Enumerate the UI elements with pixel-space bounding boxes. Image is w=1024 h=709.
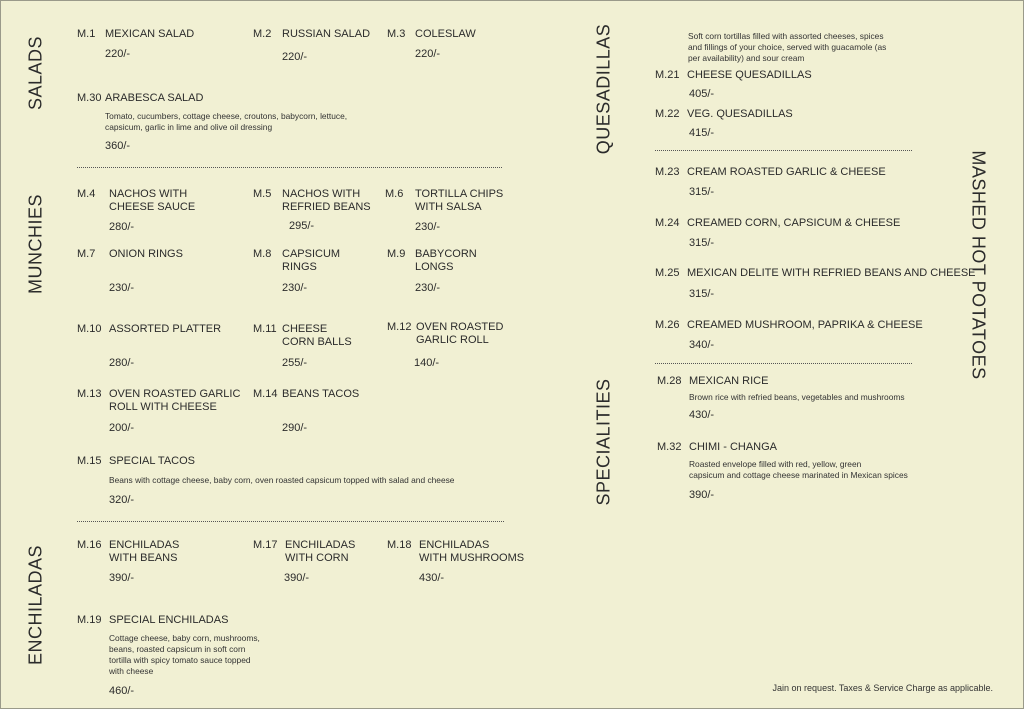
item-code: M.3 — [387, 28, 406, 40]
item-code: M.18 — [387, 539, 412, 551]
item-name: ARABESCA SALAD — [105, 92, 204, 104]
item-name: BABYCORN LONGS — [415, 248, 477, 273]
item-code: M.32 — [657, 441, 682, 453]
item-price: 315/- — [689, 288, 715, 300]
item-price: 230/- — [415, 282, 441, 294]
item-price: 255/- — [282, 357, 308, 369]
item-name: MEXICAN RICE — [689, 375, 769, 387]
item-code: M.30 — [77, 92, 102, 104]
item-description: Brown rice with refried beans, vegetables and mushrooms — [689, 392, 905, 402]
divider — [655, 363, 912, 364]
item-name: NACHOS WITH REFRIED BEANS — [282, 188, 371, 213]
item-price: 140/- — [414, 357, 440, 369]
item-code: M.17 — [253, 539, 278, 551]
item-price: 390/- — [284, 572, 310, 584]
item-code: M.28 — [657, 375, 682, 387]
item-name: ONION RINGS — [109, 248, 183, 260]
item-code: M.2 — [253, 28, 272, 40]
item-price: 230/- — [282, 282, 308, 294]
item-price: 230/- — [109, 282, 135, 294]
item-name: CAPSICUM RINGS — [282, 248, 341, 273]
divider — [77, 167, 502, 168]
item-code: M.13 — [77, 388, 102, 400]
item-code: M.10 — [77, 323, 102, 335]
item-price: 415/- — [689, 127, 715, 139]
item-name: MEXICAN SALAD — [105, 28, 195, 40]
item-price: 220/- — [105, 48, 131, 60]
item-name: ASSORTED PLATTER — [109, 323, 222, 335]
item-code: M.19 — [77, 614, 102, 626]
item-price: 280/- — [109, 357, 135, 369]
item-name: OVEN ROASTED GARLIC ROLL — [416, 321, 504, 346]
section-description: Soft corn tortillas filled with assorted cheeses, spices and fillings of your choice, served with guacamole (as per availability) and sour cream — [688, 31, 887, 63]
item-name: OVEN ROASTED GARLIC ROLL WITH CHEESE — [109, 388, 241, 413]
item-price: 315/- — [689, 237, 715, 249]
section-title-mashed-hot-potatoes: MASHED HOT POTATOES — [968, 150, 989, 380]
section-title-enchiladas: ENCHILADAS — [25, 544, 46, 666]
item-price: 390/- — [109, 572, 135, 584]
item-description: Roasted envelope filled with red, yellow, green capsicum and cottage cheese marinated in Mexican spices — [689, 459, 908, 480]
item-price: 315/- — [689, 186, 715, 198]
item-price: 430/- — [689, 409, 715, 421]
item-code: M.11 — [253, 323, 277, 335]
item-name: CHIMI - CHANGA — [689, 441, 777, 453]
item-price: 220/- — [282, 51, 308, 63]
item-price: 290/- — [282, 422, 308, 434]
item-code: M.6 — [385, 188, 404, 200]
divider — [77, 521, 504, 522]
item-name: ENCHILADAS WITH BEANS — [109, 539, 180, 564]
item-name: BEANS TACOS — [282, 388, 360, 400]
item-description: Tomato, cucumbers, cottage cheese, croutons, babycorn, lettuce, capsicum, garlic in lime and olive oil dressing — [105, 111, 348, 132]
item-price: 220/- — [415, 48, 441, 60]
item-name: CHEESE QUESADILLAS — [687, 69, 812, 81]
item-code: M.14 — [253, 388, 278, 400]
item-name: CHEESE CORN BALLS — [282, 323, 352, 348]
item-code: M.12 — [387, 321, 412, 333]
item-name: CREAM ROASTED GARLIC & CHEESE — [687, 166, 886, 178]
item-code: M.16 — [77, 539, 102, 551]
item-price: 230/- — [415, 221, 441, 233]
item-name: SPECIAL ENCHILADAS — [109, 614, 229, 626]
item-price: 430/- — [419, 572, 445, 584]
item-price: 320/- — [109, 494, 135, 506]
item-code: M.9 — [387, 248, 406, 260]
item-price: 460/- — [109, 685, 135, 697]
item-code: M.23 — [655, 166, 680, 178]
item-price: 390/- — [689, 489, 715, 501]
item-name: CREAMED CORN, CAPSICUM & CHEESE — [687, 217, 901, 229]
item-code: M.25 — [655, 267, 680, 279]
item-name: RUSSIAN SALAD — [282, 28, 371, 40]
item-name: ENCHILADAS WITH MUSHROOMS — [419, 539, 525, 564]
item-price: 405/- — [689, 88, 715, 100]
divider — [655, 150, 912, 151]
item-code: M.21 — [655, 69, 680, 81]
item-code: M.7 — [77, 248, 96, 260]
item-name: CREAMED MUSHROOM, PAPRIKA & CHEESE — [687, 319, 923, 331]
item-code: M.8 — [253, 248, 272, 260]
item-name: NACHOS WITH CHEESE SAUCE — [109, 188, 196, 213]
item-code: M.1 — [77, 28, 96, 40]
item-name: MEXICAN DELITE WITH REFRIED BEANS AND CHEESE — [687, 267, 976, 279]
item-price: 295/- — [289, 220, 315, 232]
item-code: M.15 — [77, 455, 102, 467]
item-price: 340/- — [689, 339, 715, 351]
item-name: TORTILLA CHIPS WITH SALSA — [415, 188, 504, 213]
section-title-munchies: MUNCHIES — [25, 193, 46, 295]
item-name: VEG. QUESADILLAS — [687, 108, 793, 120]
item-code: M.26 — [655, 319, 680, 331]
item-code: M.5 — [253, 188, 272, 200]
item-description: Beans with cottage cheese, baby corn, oven roasted capsicum topped with salad and cheese — [109, 475, 455, 485]
item-description: Cottage cheese, baby corn, mushrooms, beans, roasted capsicum in soft corn tortilla with spicy tomato sauce topped with cheese — [109, 633, 260, 676]
item-price: 280/- — [109, 221, 135, 233]
item-name: SPECIAL TACOS — [109, 455, 195, 467]
item-name: COLESLAW — [415, 28, 476, 40]
item-name: ENCHILADAS WITH CORN — [285, 539, 356, 564]
item-code: M.24 — [655, 217, 680, 229]
item-price: 200/- — [109, 422, 135, 434]
item-code: M.4 — [77, 188, 96, 200]
footer-note: Jain on request. Taxes & Service Charge as applicable. — [772, 683, 993, 693]
item-code: M.22 — [655, 108, 680, 120]
section-title-specialities: SPECIALITIES — [593, 378, 614, 506]
section-title-quesadillas: QUESADILLAS — [593, 23, 614, 155]
item-price: 360/- — [105, 140, 131, 152]
section-title-salads: SALADS — [25, 35, 46, 111]
